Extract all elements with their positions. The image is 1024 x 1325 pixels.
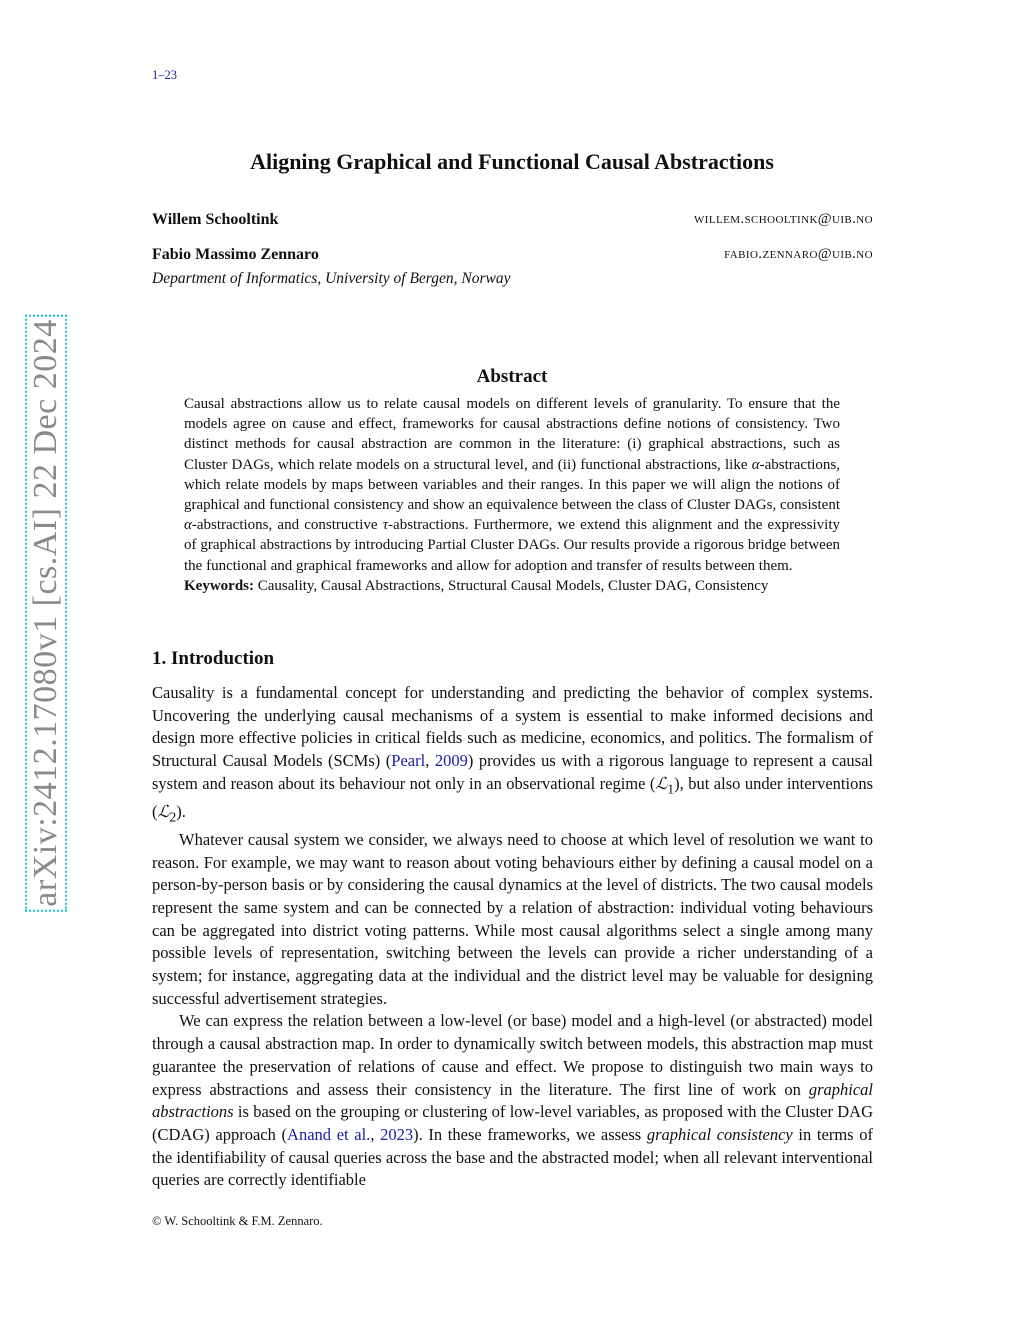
paper-title: Aligning Graphical and Functional Causal Abstractions xyxy=(250,149,774,174)
author-row-1 xyxy=(152,211,873,229)
copyright-footer: © W. Schooltink & F.M. Zennaro. xyxy=(152,1214,323,1228)
intro-text: in terms of the identifiability of causal queries across the base and the abstracted model; when all relevant interventional queries are correctly identifiable xyxy=(152,1124,874,1190)
emphasis-graphical-abstractions: graphical abstractions xyxy=(152,1079,873,1122)
math-L2: ℒ xyxy=(157,801,170,821)
math-L1-subscript: 1 xyxy=(667,781,675,797)
tau-symbol: τ xyxy=(382,517,389,534)
citation-anand-author[interactable]: Anand et al. xyxy=(287,1124,371,1144)
arxiv-identifier-sidebar[interactable]: arXiv:2412.17080v1 [cs.AI] 22 Dec 2024 xyxy=(25,314,67,911)
author-email-2: fabio.zennaro@uib.no xyxy=(724,246,873,262)
abstract-text-1: Causal abstractions allow us to relate causal models on different levels of granularity. To ensure that the models agree on cause and effect, frameworks for causal abstractions define notions of consistency. Two distinct methods for causal abstraction are common in the literature: (i) graphical abstractions, such as Cluster DAGs, which relate models on a structural level, and (ii) functional abstractions, like xyxy=(184,396,840,473)
author-row-2 xyxy=(152,246,873,264)
abstract-text-4: -abstractions. Furthermore, we extend this alignment and the expressivity of graphical abstractions by introducing Partial Cluster DAGs. Our results provide a rigorous bridge between the functional and graphical frameworks and allow for adoption and transfer of results between them. xyxy=(184,517,840,574)
keywords-line xyxy=(184,576,840,596)
abstract-text-3: -abstractions, and constructive xyxy=(191,517,383,534)
emphasis-graphical-consistency: graphical consistency xyxy=(646,1124,793,1144)
author-email-1: willem.schooltink@uib.no xyxy=(694,211,873,227)
intro-text: ), but also under interventions ( xyxy=(152,773,873,821)
page-range: 1–23 xyxy=(152,68,177,82)
intro-text: ). xyxy=(176,801,186,821)
intro-text: Causality is a fundamental concept for understanding and predicting the behavior of complex systems. Uncovering the underlying causal mechanisms of a system is essential to make informed decisions and design more effective policies in critical fields such as medicine, economics, and politics. The formalism of Structural Causal Models (SCMs) ( xyxy=(152,683,873,771)
math-L1: ℒ xyxy=(655,773,668,793)
intro-paragraph-1 xyxy=(152,682,873,829)
citation-pearl-year[interactable]: 2009 xyxy=(434,751,468,771)
intro-text: ) provides us with a rigorous language to represent a causal system and reason about its behaviour not only in an observational regime ( xyxy=(152,751,873,793)
author-name-2: Fabio Massimo Zennaro xyxy=(152,246,319,263)
alpha-symbol: α xyxy=(184,517,192,534)
intro-text: is based on the grouping or clustering of low-level variables, as proposed with the Cluster DAG (CDAG) approach ( xyxy=(152,1102,873,1144)
affiliation: Department of Informatics, University of Bergen, Norway xyxy=(152,270,511,287)
intro-paragraph-3 xyxy=(152,1010,873,1192)
keywords-list: Causality, Causal Abstractions, Structural Causal Models, Cluster DAG, Consistency xyxy=(257,577,769,594)
math-L2-subscript: 2 xyxy=(169,809,177,825)
abstract-text-2: -abstractions, which relate models by maps between variables and their ranges. In this paper we will align the notions of graphical and functional consistency and show an equivalence between the class of Cluster DAGs, consistent xyxy=(184,456,840,514)
citation-anand-year[interactable]: 2023 xyxy=(380,1124,414,1144)
intro-text: , xyxy=(370,1124,381,1144)
abstract-paragraph xyxy=(184,394,840,576)
intro-text: ). In these frameworks, we assess xyxy=(413,1124,647,1144)
intro-text: We can express the relation between a low-level (or base) model and a high-level (or abstracted) model through a causal abstraction map. In order to dynamically switch between models, this abstraction map must guarantee the preservation of relations of cause and effect. We propose to distinguish two main ways to express abstractions and assess their consistency in the literature. The first line of work on xyxy=(152,1011,873,1099)
intro-paragraph-2: Whatever causal system we consider, we always need to choose at which level of resolution we want to reason. For example, we may want to reason about voting behaviours either by defining a causal model on a person-by-person basis or by considering the causal dynamics at the level of districts. The two causal models represent the same system and can be connected by a relation of abstraction: individual voting behaviours can be aggregated into district voting patterns. While most causal algorithms select a single among many possible levels of representation, switching between the levels can provide a richer understanding of a system; for instance, aggregating data at the individual and the district level may be valuable for designing successful advertisement strategies. xyxy=(152,829,873,1008)
intro-text: , xyxy=(425,751,435,771)
abstract-heading: Abstract xyxy=(476,366,548,387)
introduction-body xyxy=(152,682,873,1192)
alpha-symbol: α xyxy=(751,456,760,473)
keywords-label: Keywords: xyxy=(184,577,254,594)
author-name-1: Willem Schooltink xyxy=(152,211,279,228)
citation-pearl-author[interactable]: Pearl xyxy=(391,751,426,771)
abstract-body xyxy=(184,394,840,596)
section-heading-introduction: 1. Introduction xyxy=(152,648,275,669)
